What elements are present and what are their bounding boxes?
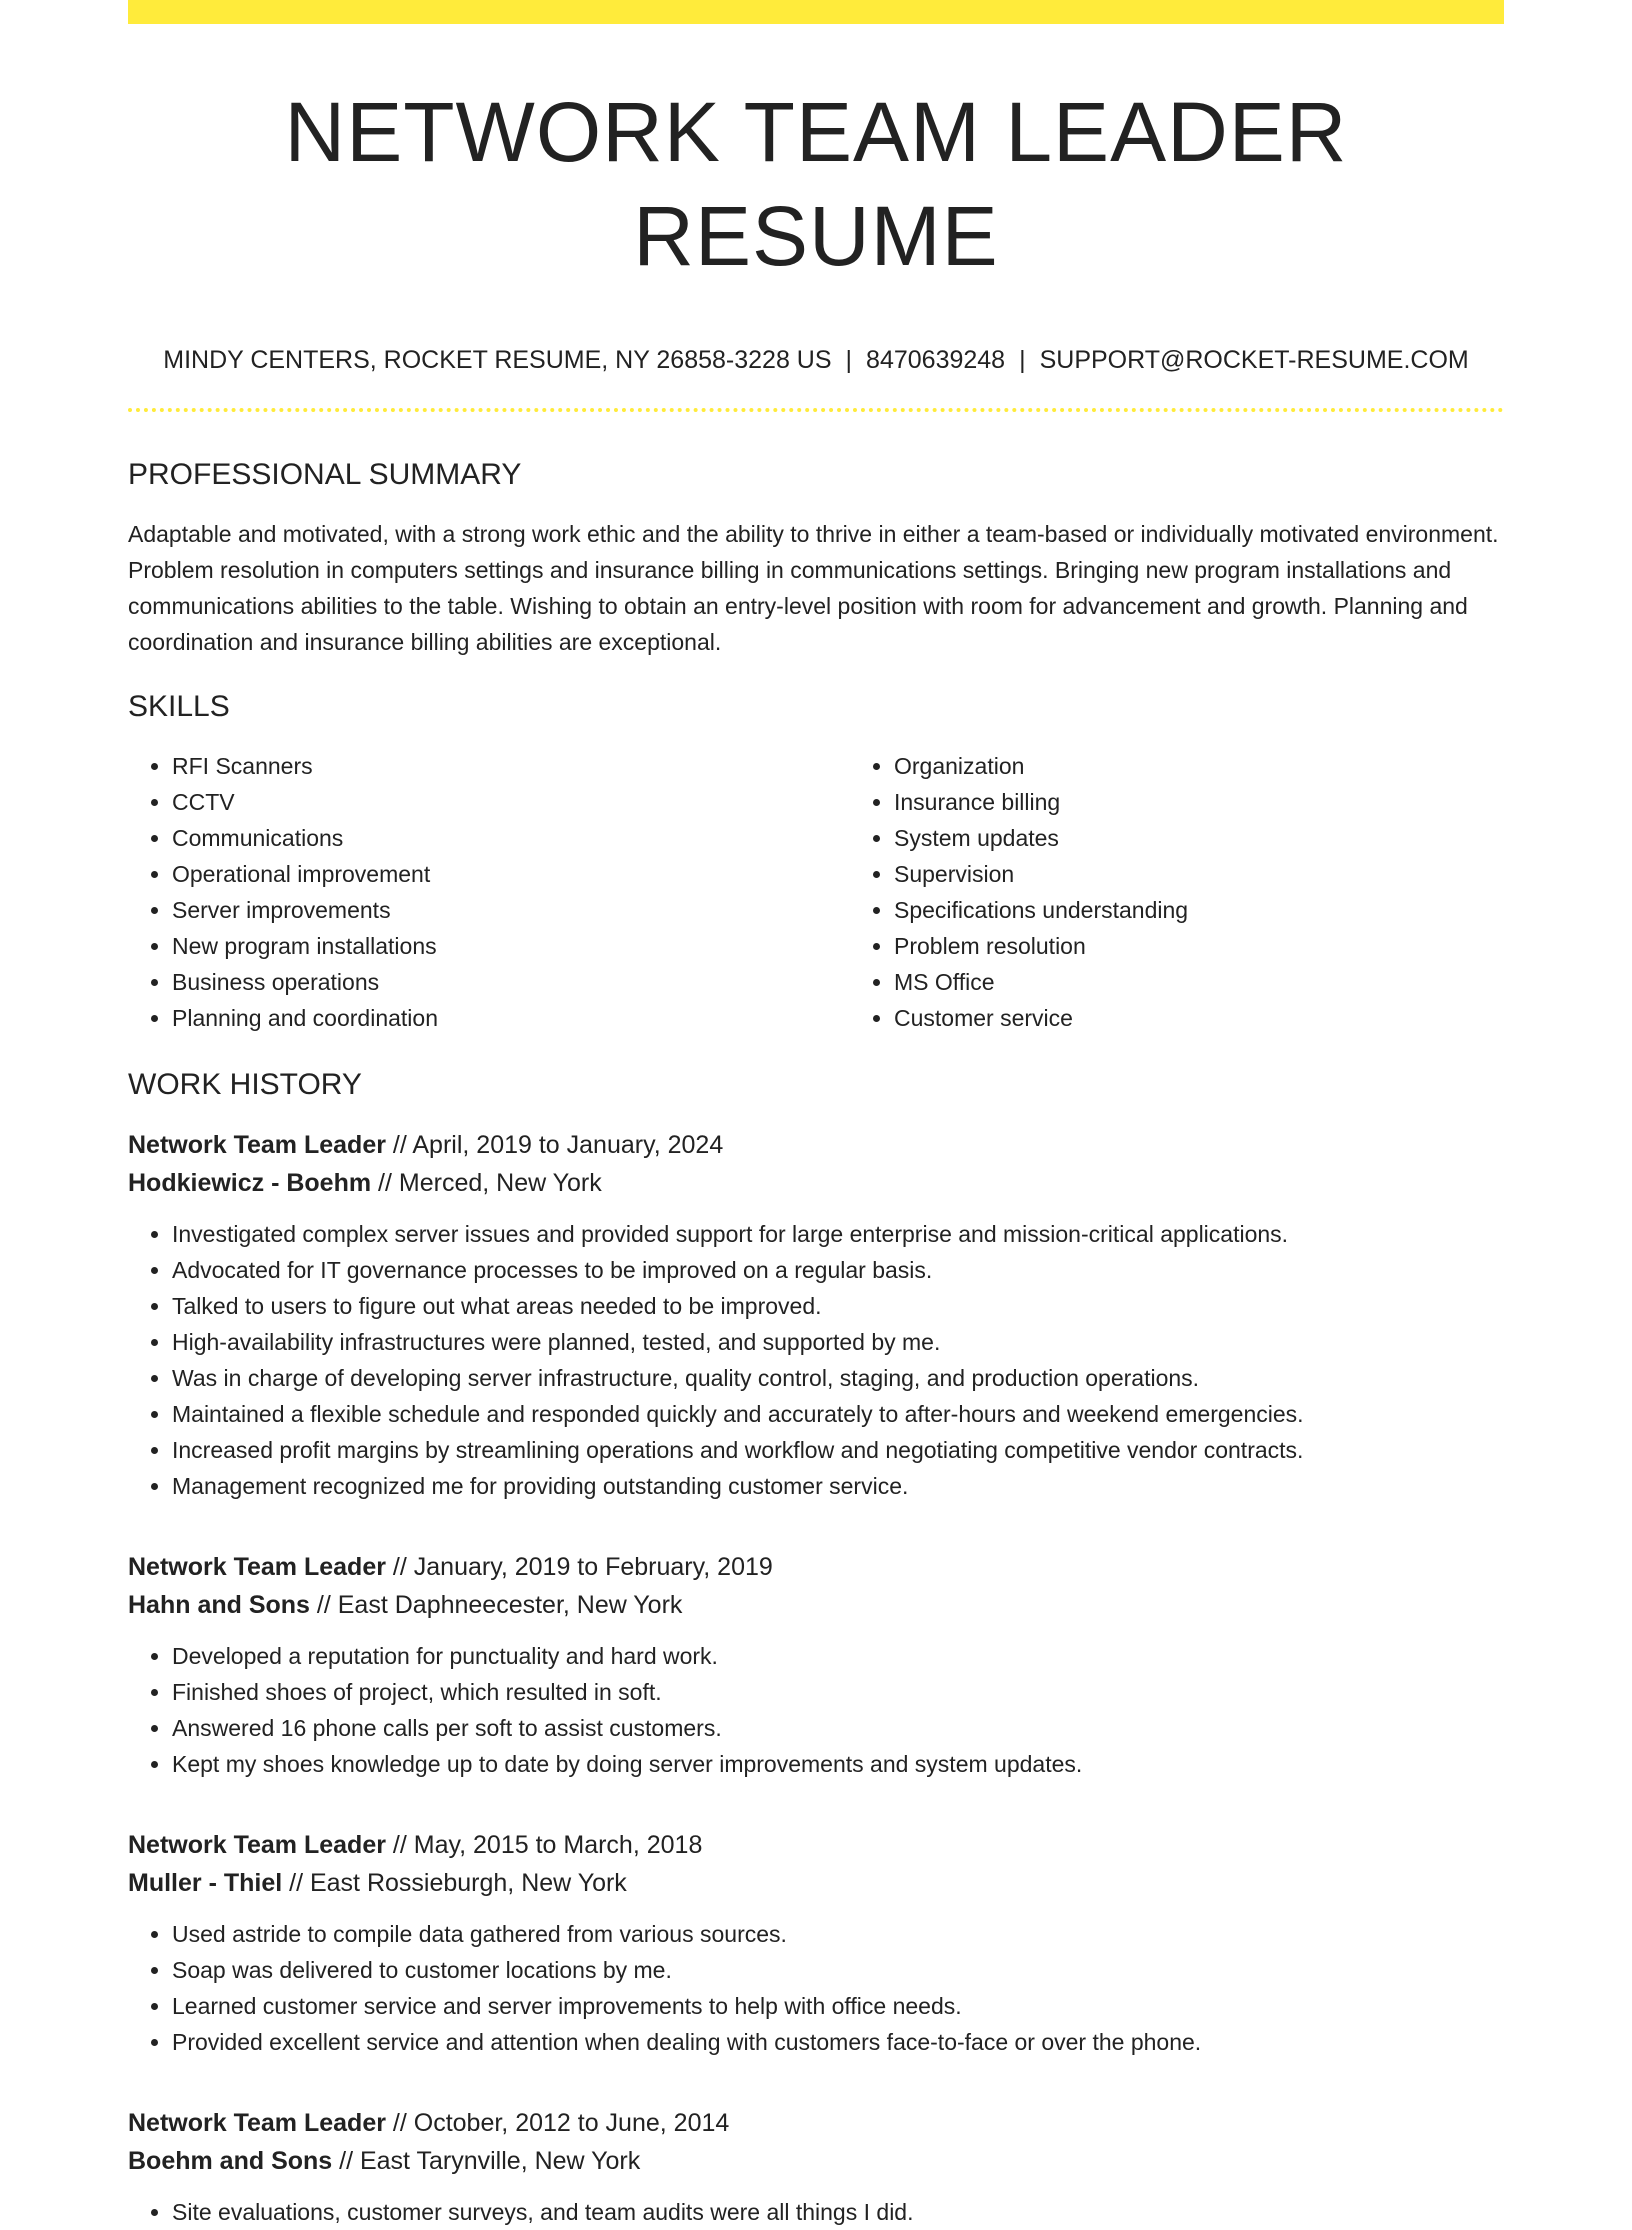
job-bullets bbox=[128, 1638, 1504, 1782]
job-bullet: • Kept my shoes knowledge up to date by doing server improvements and system updates. bbox=[172, 1746, 1504, 1782]
job-dates: // April, 2019 to January, 2024 bbox=[392, 1131, 724, 1159]
skill-item: • Organization bbox=[894, 748, 1572, 784]
job-bullet: • Advocated for IT governance processes to be improved on a regular basis. bbox=[172, 1252, 1504, 1288]
dotted-divider bbox=[128, 408, 1504, 412]
skill-item: • Planning and coordination bbox=[172, 1000, 850, 1036]
job-entry bbox=[128, 1126, 1504, 1504]
skill-item: • Supervision bbox=[894, 856, 1572, 892]
skill-item: • MS Office bbox=[894, 964, 1572, 1000]
skill-item: • RFI Scanners bbox=[172, 748, 850, 784]
job-bullet: • Was in charge of developing server infrastructure, quality control, staging, and production operations. bbox=[172, 1360, 1504, 1396]
job-bullet: • Developed a reputation for punctuality and hard work. bbox=[172, 1638, 1504, 1674]
job-bullet: • Increased profit margins by streamlining operations and workflow and negotiating competitive vendor contracts. bbox=[172, 1432, 1504, 1468]
skill-item: • CCTV bbox=[172, 784, 850, 820]
job-bullet: • Answered 16 phone calls per soft to assist customers. bbox=[172, 1710, 1504, 1746]
job-bullet: • High-availability infrastructures were planned, tested, and supported by me. bbox=[172, 1324, 1504, 1360]
job-company: Hodkiewicz - Boehm bbox=[128, 1169, 372, 1197]
job-title-line bbox=[128, 1548, 1504, 1586]
job-entry bbox=[128, 1548, 1504, 1782]
job-bullet: • Investigated complex server issues and provided support for large enterprise and mission-critical applications. bbox=[172, 1216, 1504, 1252]
contact-line bbox=[128, 344, 1504, 376]
job-dates: // May, 2015 to March, 2018 bbox=[392, 1831, 703, 1859]
skills-heading: SKILLS bbox=[128, 690, 230, 723]
job-company: Boehm and Sons bbox=[128, 2147, 333, 2175]
skill-item: • Problem resolution bbox=[894, 928, 1572, 964]
job-bullet: • Management recognized me for providing outstanding customer service. bbox=[172, 1468, 1504, 1504]
job-location: // Merced, New York bbox=[378, 1169, 602, 1197]
job-bullet: • Talked to users to figure out what areas needed to be improved. bbox=[172, 1288, 1504, 1324]
skill-item: • Insurance billing bbox=[894, 784, 1572, 820]
job-entry bbox=[128, 2104, 1504, 2230]
job-company-line bbox=[128, 1164, 1504, 1202]
contact-separator: | bbox=[845, 346, 853, 374]
job-title-line bbox=[128, 1826, 1504, 1864]
job-bullet: • Soap was delivered to customer locations by me. bbox=[172, 1952, 1504, 1988]
job-bullet: • Used astride to compile data gathered from various sources. bbox=[172, 1916, 1504, 1952]
skill-item: • Communications bbox=[172, 820, 850, 856]
job-company-line bbox=[128, 2142, 1504, 2180]
job-title: Network Team Leader bbox=[128, 2109, 386, 2137]
job-location: // East Tarynville, New York bbox=[339, 2147, 641, 2175]
skill-item: • Specifications understanding bbox=[894, 892, 1572, 928]
job-bullet: • Learned customer service and server improvements to help with office needs. bbox=[172, 1988, 1504, 2024]
contact-phone: 8470639248 bbox=[866, 346, 1006, 374]
job-title-line bbox=[128, 1126, 1504, 1164]
work-history-heading: WORK HISTORY bbox=[128, 1068, 362, 1101]
skill-item: • Customer service bbox=[894, 1000, 1572, 1036]
job-title: Network Team Leader bbox=[128, 1553, 386, 1581]
contact-email: SUPPORT@ROCKET-RESUME.COM bbox=[1039, 346, 1469, 374]
summary-text: Adaptable and motivated, with a strong work ethic and the ability to thrive in either a team-based or individually motivated environment. Problem resolution in computers settings and insurance billing in communications settings. Bringing new program installations and communications abilities to the table. Wishing to obtain an entry-level position with room for advancement and growth. Planning and coordination and insurance billing abilities are exceptional. bbox=[128, 521, 1499, 655]
skill-item: • Business operations bbox=[172, 964, 850, 1000]
job-bullets bbox=[128, 1916, 1504, 2060]
skills-list-right bbox=[850, 748, 1572, 1036]
resume-content bbox=[128, 24, 1504, 2230]
job-bullet: • Provided excellent service and attention when dealing with customers face-to-face or over the phone. bbox=[172, 2024, 1504, 2060]
skill-item: • Server improvements bbox=[172, 892, 850, 928]
skills-columns bbox=[128, 748, 1504, 1036]
job-company-line bbox=[128, 1586, 1504, 1624]
skill-item: • New program installations bbox=[172, 928, 850, 964]
contact-address: MINDY CENTERS, ROCKET RESUME, NY 26858-3228 US bbox=[163, 346, 832, 374]
job-bullet: • Site evaluations, customer surveys, and team audits were all things I did. bbox=[172, 2194, 1504, 2230]
accent-bar bbox=[128, 0, 1504, 24]
skills-list-left bbox=[128, 748, 850, 1036]
job-company: Hahn and Sons bbox=[128, 1591, 310, 1619]
job-company-line bbox=[128, 1864, 1504, 1902]
skill-item: • Operational improvement bbox=[172, 856, 850, 892]
job-location: // East Daphneecester, New York bbox=[316, 1591, 683, 1619]
job-title: Network Team Leader bbox=[128, 1831, 386, 1859]
job-dates: // October, 2012 to June, 2014 bbox=[392, 2109, 730, 2137]
job-company: Muller - Thiel bbox=[128, 1869, 283, 1897]
job-entry bbox=[128, 1826, 1504, 2060]
job-bullet: • Maintained a flexible schedule and responded quickly and accurately to after-hours and weekend emergencies. bbox=[172, 1396, 1504, 1432]
job-bullets bbox=[128, 1216, 1504, 1504]
job-location: // East Rossieburgh, New York bbox=[289, 1869, 627, 1897]
resume-title: NETWORK TEAM LEADER RESUME bbox=[284, 85, 1348, 283]
job-dates: // January, 2019 to February, 2019 bbox=[392, 1553, 773, 1581]
job-bullet: • Finished shoes of project, which resulted in soft. bbox=[172, 1674, 1504, 1710]
job-title: Network Team Leader bbox=[128, 1131, 386, 1159]
job-title-line bbox=[128, 2104, 1504, 2142]
summary-heading: PROFESSIONAL SUMMARY bbox=[128, 458, 522, 491]
skill-item: • System updates bbox=[894, 820, 1572, 856]
job-bullets bbox=[128, 2194, 1504, 2230]
contact-separator: | bbox=[1019, 346, 1026, 374]
